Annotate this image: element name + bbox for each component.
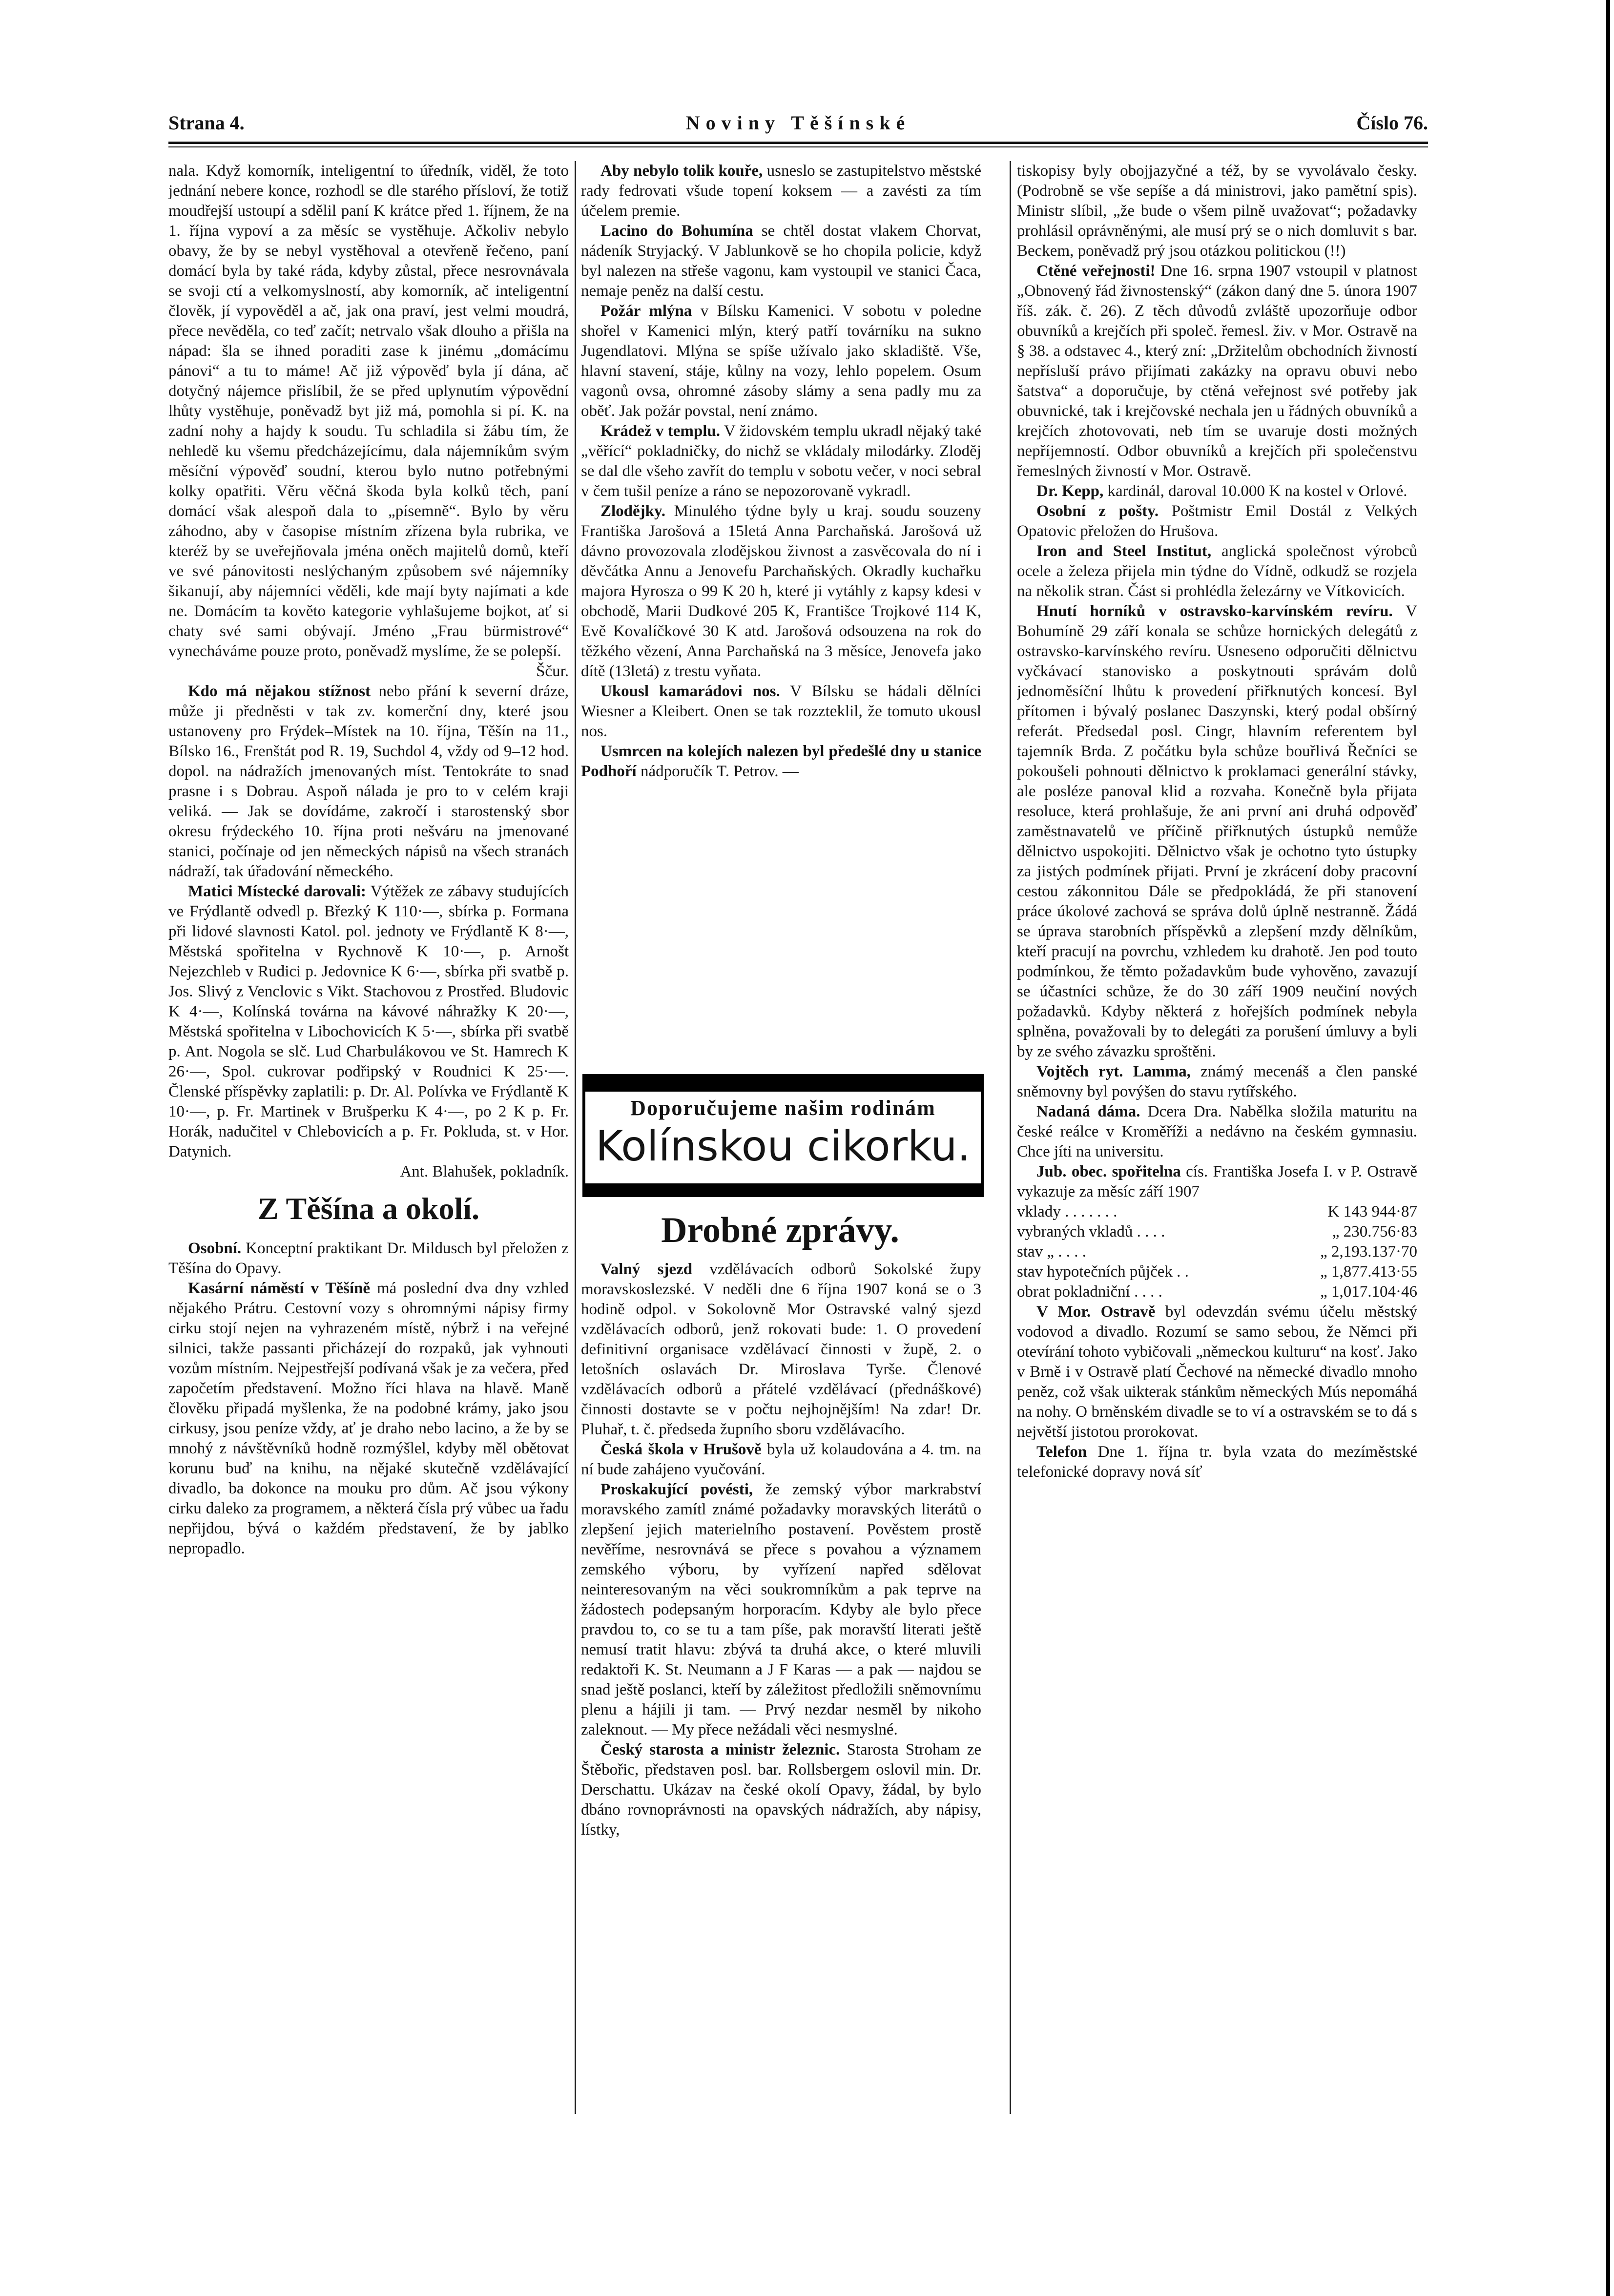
article-lead: Telefon xyxy=(1036,1443,1087,1461)
article-lead: Nadaná dáma. xyxy=(1036,1103,1140,1120)
article-paragraph xyxy=(581,1260,981,1440)
ledger-value: „ 230.756·83 xyxy=(1332,1223,1417,1241)
article-text: anglická společnost výrobců ocele a železa přijela min týdne do Vídně, odkudž se rozjela na několik stran. Část si prohlédla železárny ve Vítkovicích. xyxy=(1017,542,1417,600)
article-lead: Jub. obec. spořitelna xyxy=(1036,1163,1181,1180)
article-paragraph xyxy=(581,221,981,301)
article-lead: Krádež v templu. xyxy=(600,422,721,440)
ledger-row xyxy=(1017,1202,1417,1222)
article-paragraph xyxy=(581,1440,981,1480)
ad-bottom-bar xyxy=(585,1183,981,1194)
ledger-row xyxy=(1017,1282,1417,1302)
article-lead: Ukousl kamarádovi nos. xyxy=(600,683,780,700)
ledger-label: obrat pokladniční . . . . xyxy=(1017,1283,1162,1301)
ad-top-bar xyxy=(585,1077,981,1092)
article-text: že zemský výbor markrabství moravského zamítl známé požadavky moravských literátů o zlepšení jejich materielního postavení. Pověstem prostě nevěříme, nesrovnává se přece s povahou a významem zemského výboru, by vyřízení napřed sdělovat neinteresovaným na věci soukromníkům a pak teprve na žádostech podepsaným horporacím. Kdyby ale bylo přece pravdou to, co se tu a tam píše, pak moravští literati ještě nemusí tratit hlavu: zbývá ta druhá akce, o které mluvili redaktoři K. St. Neumann a J F Karas — a pak — najdou se snad ještě poslanci, kteří by záležitost předložili sněmovnímu plenu a hájili ji tam. — Prvý nezdar nesměl by nikoho zaleknout. — My přece nežádali věci nesmyslné. xyxy=(581,1481,981,1738)
newspaper-title: Noviny Těšínské xyxy=(685,112,911,134)
article-paragraph xyxy=(581,682,981,742)
ledger-label: stav hypotečních půjček . . xyxy=(1017,1263,1189,1281)
section-heading: Drobné zprávy. xyxy=(661,1210,899,1250)
article-lead: Aby nebylo tolik kouře, xyxy=(600,162,763,180)
article-lead: Lacino do Bohumína xyxy=(600,222,753,240)
ledger-row xyxy=(1017,1222,1417,1242)
article-text: usneslo se zastupitelstvo městské rady fedrovati všude topení koksem — a zavésti za tím účelem premie. xyxy=(581,162,981,220)
ledger-value: „ 1,877.413·55 xyxy=(1320,1263,1417,1281)
ledger-value: K 143 944·87 xyxy=(1327,1203,1417,1220)
advertisement-box xyxy=(582,1074,984,1197)
article-lead: Kasární náměstí v Těšíně xyxy=(188,1280,371,1297)
article-paragraph xyxy=(168,682,569,882)
article-lead: Česká škola v Hrušově xyxy=(600,1441,762,1458)
article-lead: Požár mlýna xyxy=(600,302,692,320)
article-text: V Bílsku se hádali dělníci Wiesner a Kleibert. Onen se tak rozzteklil, že tomuto ukousl nos. xyxy=(581,683,981,740)
column-2-upper xyxy=(581,161,981,1064)
ledger-label: stav „ . . . . xyxy=(1017,1243,1087,1261)
article-lead: V Mor. Ostravě xyxy=(1036,1303,1156,1321)
article-lead: Dr. Kepp, xyxy=(1036,482,1104,500)
article-text: v Bílsku Kamenici. V sobotu v poledne shořel v Kamenici mlýn, který patří továrníku na sukno Jugendlatovi. Mlýna se spíše užívalo jako skladiště. Vše, hlavní stavení, stáje, kůlny na vozy, lehlo popelem. Osum vagonů ovsa, ohromné zásoby slámy a sena padly mu za oběť. Jak požár povstal, není známo. xyxy=(581,302,981,420)
article-lead: Valný sjezd xyxy=(600,1261,693,1278)
article-paragraph xyxy=(168,1279,569,1559)
ledger-label: vybraných vkladů . . . . xyxy=(1017,1223,1165,1241)
article-lead: Český starosta a ministr železnic. xyxy=(600,1741,840,1758)
article-text: Výtěžek ze zábavy studujících ve Frýdlantě odvedl p. Březký K 110·—, sbírka p. Formana při lidové slavnosti Katol. pol. jednoty ve Frýdlantě K 8·—, Městská spořitelna v Rychnově K 10·—, p. Arnošt Nejezchleb v Rudici p. Jedovnice K 6·—, sbírka při svatbě p. Jos. Slivý z Venclovic s Vikt. Stachovou z Prostřed. Bludovic K 4·—, Kolínská továrna na kávové náhražky K 20·—, Městská spořitelna v Libochovicích K 5·—, sbírka při svatbě p. Ant. Nogola se slč. Lud Charbulákovou ve St. Hamrech K 26·—, Spol. cukrovar podřipský v Roudnici K 25·—. Členské příspěvky zaplatili: p. Dr. Al. Polívka ve Frýdlantě K 10·—, p. Fr. Martinek v Brušperku K 4·—, po 2 K p. Fr. Horák, nadučitel v Chlebovicích a p. Fr. Pokluda, st. v Hor. Datynich. xyxy=(168,883,569,1160)
article-paragraph xyxy=(1017,1442,1417,1482)
article-paragraph xyxy=(581,301,981,421)
article-lead: Proskakující povésti, xyxy=(600,1481,753,1498)
article-signature: Ant. Blahušek, pokladník. xyxy=(400,1163,569,1180)
ledger-value: „ 1,017.104·46 xyxy=(1320,1283,1417,1301)
article-lead: Matici Místecké darovali: xyxy=(188,883,366,900)
issue-number: Číslo 76. xyxy=(1356,112,1428,134)
page-header xyxy=(168,111,1428,141)
article-text: kardinál, daroval 10.000 K na kostel v Orlové. xyxy=(1103,482,1407,500)
article-paragraph xyxy=(581,742,981,782)
article-lead: Osobní. xyxy=(188,1240,242,1257)
ad-product: Kolínskou cikorku. xyxy=(596,1122,971,1171)
ad-tagline: Doporučujeme našim rodinám xyxy=(630,1096,936,1120)
article-paragraph xyxy=(168,882,569,1162)
article-paragraph xyxy=(581,1740,981,1840)
article-text: Minulého týdne byly u kraj. soudu souzeny Františka Jarošová a 15letá Anna Parchaňská. Jarošová už dávno provozovala zlodějskou živnost a zasvěcovala do ní i děvčátka Annu a Jenovefu Parchaňských. Okradly kuchařku majora Hyrosza o 99 K 20 h, které ji vytáhly z kapsy kdesi v obchodě, Marii Dudkové 205 K, Františce Trojkové 114 K, Evě Kovalíčkové 30 K atd. Jarošová odsouzena na rok do těžkého vězení, Anna Parchaňská na 3 měsíce, Jenovefa jako dítě (13letá) z trestu vyňata. xyxy=(581,502,981,680)
ledger-row xyxy=(1017,1262,1417,1282)
column-divider xyxy=(1010,161,1011,2114)
ledger-row xyxy=(1017,1242,1417,1262)
article-lead: Usmrcen na kolejích nalezen byl předešlé dny u stanice Podhoří xyxy=(581,743,981,780)
article-text: vzdělávacích odborů Sokolské župy moravskoslezské. V neděli dne 6 října 1907 koná se o 3 hodině odpol. v Sokolovně Mor Ostravské valný sjezd vzdělávacích odborů, jenž rokovati bude: 1. O provedení definitivní organisace vzdělávací činnosti v župě, 2. o letošních oslavách Dr. Miroslava Tyrše. Členové vzdělávacích odborů a přátelé vzdělávací (přednáškové) činnosti dostavte se v počtu nejhojnějším! Na zdar! Dr. Pluhař, t. č. předseda župního sboru vzdělávacího. xyxy=(581,1261,981,1438)
article-paragraph xyxy=(1017,1302,1417,1442)
header-rule-thin xyxy=(168,146,1428,147)
article-text: Dcera Dra. Nabělka složila maturitu na české reálce v Kroměříži a nedávno na českém gymnasiu. Chce jíti na universitu. xyxy=(1017,1103,1417,1160)
article-lead: Osobní z pošty. xyxy=(1036,502,1159,520)
article-text: Dne 1. října tr. byla vzata do mezíměstské telefonické dopravy nová síť xyxy=(1017,1443,1417,1481)
article-text: byla už kolaudována a 4. tm. na ní bude zahájeno vyučování. xyxy=(581,1441,981,1478)
article-paragraph: nala. Když komorník, inteligentní to úředník, viděl, že toto jednání nebere konce, rozhodl se dle starého přísloví, že totiž moudřejší ustoupí a sdělil paní K krátce před 1. říjnem, že na 1. října vypoví a za měsíc se vystěhuje. Ačkoliv nebylo obavy, že by se nebyl vystěhoval a otevřeně řečeno, paní domácí byla by také ráda, kdyby zůstal, přece nesrovnávala se svoji ctí a velkomyslností, aby komorník, ač inteligentní člověk, jí vypověděl a ač, jak ona praví, jest velmi moudrá, přece nevěděla, co teď začít; netrvalo však dlouho a přišla na nápad: šla se ihned poraditi zase k jinému „domácímu pánovi“ a tu to máme! Ač již výpověď byla jí dána, ač dotyčný nájemce přislíbil, že se před uplynutím výpovědní lhůty vystěhuje, poněvadž byt již má, pomohla si pí. K. na zadní nohy a hajdy k soudu. Tu schladila si žábu tím, že nehledě ku všemu předcházejícímu, dala nájemníkům svým měsíční výpověď soudní, kterou bylo nutno potřebnými kolky opatřiti. Věru věčná škoda byla kolků těch, paní domácí však alespoň dala to „písemně“. Bylo by věru záhodno, aby v časopise místním zřízena byla rubrika, ve kteréž by se uveřejňovala jména oněch majitelů domů, kteří ve své pánovitosti neslýchaným způsobem své nájemníky šikanují, aby nájemníci věděli, kde mají byty najímati a kde ne. Domácím ta kověto kategorie vyhlašujeme bojkot, ať si chaty své sami obývají. Jméno „Frau bürmistrové“ vynecháváme pouze proto, poněvadž myslíme, že se polepší. xyxy=(168,162,569,660)
article-paragraph xyxy=(168,1239,569,1279)
article-paragraph xyxy=(581,161,981,221)
article-text: známý mecenáš a člen panské sněmovny byl povýšen do stavu rytířského. xyxy=(1017,1063,1417,1100)
article-lead: Kdo má nějakou stížnost xyxy=(188,683,371,700)
article-paragraph xyxy=(581,501,981,682)
article-paragraph xyxy=(1017,481,1417,501)
article-paragraph xyxy=(1017,261,1417,481)
column-divider xyxy=(575,161,576,2114)
section-heading: Z Těšína a okolí. xyxy=(257,1191,480,1226)
column-3 xyxy=(1017,161,1417,2124)
article-text: Starosta Stroham ze Štěbořic, představen posl. bar. Rollsbergem oslovil min. Dr. Derschattu. Ukázav na české okolí Opavy, žádal, by bylo dbáno rovnoprávnosti na opavských nádražích, aby nápisy, lístky, xyxy=(581,1741,981,1839)
column-2-lower xyxy=(581,1260,981,2124)
article-paragraph xyxy=(1017,1062,1417,1102)
article-lead: Hnutí horníků v ostravsko-karvínském revíru. xyxy=(1036,602,1393,620)
article-paragraph: tiskopisy byly obojjazyčné a též, by se vyvolávalo česky. (Podrobně se vše sepíše a dá ministrovi, jako pamětní spis). Ministr slíbil, „že bude o všem pilně uvažovat“; požadavky prohlásil oprávněnými, ale musí prý se o nich domluvit s bar. Beckem, poněvadž prý jsou otázkou politickou (!!) xyxy=(1017,162,1417,260)
article-text: Dne 16. srpna 1907 vstoupil v platnost „Obnovený řád živnostenský“ (zákon daný dne 5. února 1907 říš. zák. č. 26). Z těch důvodů zvláště upozorňuje odbor obuvníků a krejčích při společ. řemesl. živ. v Mor. Ostravě na § 38. a odstavec 4., který zní: „Držitelům obchodních živností nepřísluší právo přijímati zakázky na opravu obuvi nebo šatstva“ a doporučuje, by ctěná veřejnost své potřeby jak obuvnické, tak i krejčovské nechala jen u řádných obuvníků a krejčích zhotovovati, neb tím se uvaruje dosti možných nepříjemností. Odbor obuvníků a krejčích při společenstvu řemeslných živností v Mor. Ostravě. xyxy=(1017,262,1417,480)
page-number: Strana 4. xyxy=(168,112,245,134)
article-text: se chtěl dostat vlakem Chorvat, nádeník Stryjacký. V Jablunkově se ho chopila policie, když byl nalezen na střeše vagonu, kam vystoupil ve stanici Čaca, nemaje peněz na další cestu. xyxy=(581,222,981,300)
article-paragraph xyxy=(581,421,981,501)
article-signature: Ščur. xyxy=(536,662,569,680)
column-1 xyxy=(168,161,569,2124)
article-text: byl odevzdán svému účelu městský vodovod a divadlo. Rozumí se samo sebou, že Němci při otevírání tohoto vybičovali „německou kulturu“ na kosť. Jako v Brně i v Ostravě platí Čechové na německé divadlo mnoho peněz, což však uikterak stánkům německých Mús nepomáhá na nohy. O brněnském divadle se to ví a ostravském se to dá s největší jistotou prorokovat. xyxy=(1017,1303,1417,1441)
article-paragraph xyxy=(1017,601,1417,1062)
article-paragraph xyxy=(1017,501,1417,541)
article-text: V Bohumíně 29 září konala se schůze hornických delegátů z ostravsko-karvínského revíru. Usneseno odporučiti dělnictvu vyčkávací stanovisko a poskytnouti správám dolů jednoměsíční lhůtu k provedení přiřknutých koncesí. Byl přítomen i bývalý poslanec Daszynski, který podal obšírný referát. Předsedal posl. Cingr, hlavním referentem byl tajemník Brda. Z počátku byla schůze bouřlivá Řečníci se pokoušeli pohnouti dělnictvo k proklamaci generální stávky, ale posléze panoval klid a rozvaha. Konečně byla přijata resoluce, která prohlašuje, že ani první ani druhá odpověď zaměstnavatelů ve příčině přiřknutých ústupků nemůže dělnictvo uspokojiti. Dělnictvo však je ochotno tyto ústupky za jistých podmínek přijati. První je zkrácení doby pracovní cestou zákonnitou Dále se předpokládá, že při stanovení práce úkolové zachová se správa dolů úplně nestranně. Žádá se úprava starobních příspěvků a zlepšení mzdy dělníkům, kteří pracují na povrchu, vzhledem ku drahotě. Jen pod touto podmínkou, že těmto požadavkům bude vyhověno, zavazují se účastníci schůze, že do 30 září 1909 neučiní nových požadavků. Kdyby některá z hořejších podmínek nebyla splněna, považovali by to delegáti za porušení úmluvy a byli by ze svého závazku sproštěni. xyxy=(1017,602,1417,1060)
ledger-value: „ 2,193.137·70 xyxy=(1320,1243,1417,1261)
article-lead: Iron and Steel Institut, xyxy=(1036,542,1212,560)
article-text: nebo přání k severní dráze, může ji předněsti v tak zv. komerční dny, které jsou ustanoveny pro Frýdek–Místek na 10. října, Těšín na 11., Bílsko 16., Frenštát pod R. 19, Suchdol 4, vždy od 9–12 hod. dopol. na nádražích jmenovaných míst. Tentokráte to snad prasne i s Dobrau. Aspoň nálada je pro to v celém kraji veliká. — Jak se dovídáme, zakročí i starostenský sbor okresu frýdeckého 10. října proti nešváru na jmenované stanici, počínaje od jen německých nápisů na všech stranách nádraží, tak úřadování německého. xyxy=(168,683,569,880)
article-text: Konceptní praktikant Dr. Mildusch byl přeložen z Těšína do Opavy. xyxy=(168,1240,569,1277)
article-text: cís. Františka Josefa I. v P. Ostravě vykazuje za měsíc září 1907 xyxy=(1017,1163,1417,1200)
article-paragraph xyxy=(581,1480,981,1740)
article-text: Poštmistr Emil Dostál z Velkých Opatovic přeložen do Hrušova. xyxy=(1017,502,1417,540)
article-lead: Zlodějky. xyxy=(600,502,665,520)
article-text: V židovském templu ukradl nějaký také „věřící“ pokladničky, do nichž se vkládaly milodárky. Zloděj se dal dle všeho zavřít do templu v sobotu večer, v noci sebral v čem tušil peníze a ráno se nepozorovaně vykradl. xyxy=(581,422,981,500)
article-paragraph xyxy=(1017,541,1417,601)
scan-edge xyxy=(1606,0,1610,2296)
article-text: má poslední dva dny vzhled nějakého Prátru. Cestovní vozy s ohromnými nápisy firmy cirku stojí nejen na vyhrazeném místě, nýbrž i na veřejné silnici, takže passanti přicházejí do rozpaků, jak vyhnouti vozům místním. Nejpestřejší podívaná však je za večera, před započetím představení. Možno říci hlava na hlavě. Maně člověku připadá myšlenka, že na podobné krámy, jako jsou cirkusy, jsou peníze vždy, ať je draho nebo lacino, a že by se mnohý z návštěvníků hodně rozmýšlel, kdyby měl obětovat korunu buď na knihu, na nějaké skutečně vzdělávající divadlo, ba dokonce na mouku pro dům. Ač jsou výkony cirku daleko za programem, a některá čísla prý vůbec ua řadu nepřijdou, bývá o každém představení, že by jablko nepropadlo. xyxy=(168,1280,569,1557)
article-paragraph xyxy=(1017,1162,1417,1202)
article-lead: Vojtěch ryt. Lamma, xyxy=(1036,1063,1191,1080)
ledger-label: vklady . . . . . . . xyxy=(1017,1203,1117,1220)
article-text: nádporučík T. Petrov. — xyxy=(636,763,799,780)
savings-ledger xyxy=(1017,1202,1417,1302)
article-paragraph xyxy=(1017,1102,1417,1162)
header-rule xyxy=(168,142,1428,144)
article-lead: Ctěné veřejnosti! xyxy=(1036,262,1156,280)
